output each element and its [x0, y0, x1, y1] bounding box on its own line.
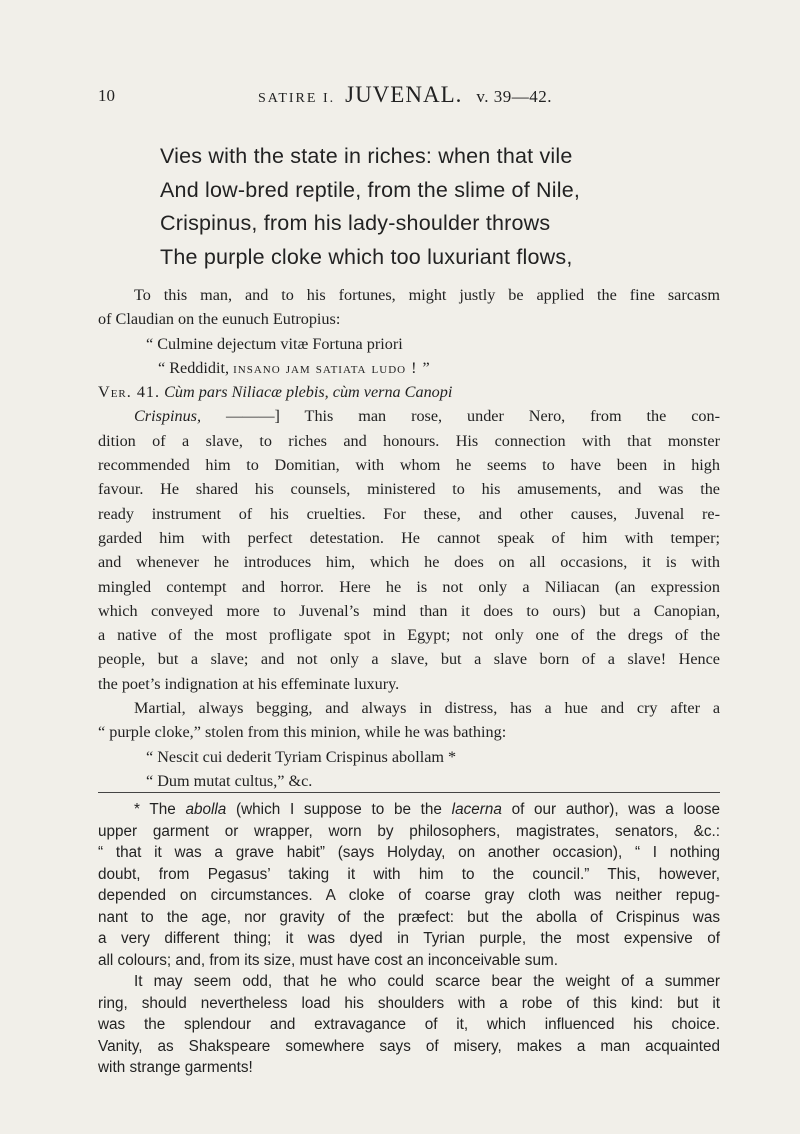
footnote	[98, 799, 720, 1079]
commentary-line: which conveyed more to Juvenal’s mind than it does to ours) but a Canopian,	[98, 601, 720, 620]
latin-quote-text: “ Culmine dejectum vitæ Fortuna priori	[146, 334, 403, 353]
commentary-line: people, but a slave; and not only a slave, but a slave born of a slave! Hence	[98, 650, 720, 669]
latin-quote-text: “ Reddidit,	[158, 358, 230, 377]
footnote-text: (which I suppose to be the	[236, 801, 442, 818]
author-name: JUVENAL.	[345, 82, 463, 107]
running-header	[98, 78, 718, 118]
footnote-line: depended on circumstances. A cloke of coarse gray cloth was neither repug-	[98, 887, 720, 904]
footnote-line: “ that it was a grave habit” (says Holyday, on another occasion), “ I nothing	[98, 844, 720, 861]
lemma-rest: ———] This man rose, under Nero, from the con-	[225, 407, 721, 426]
footnote-line: It may seem odd, that he who could scarce bear the weight of a summer	[134, 973, 720, 990]
commentary-line: To this man, and to his fortunes, might justly be applied the fine sarcasm	[134, 286, 720, 304]
verse-block	[160, 140, 680, 274]
verse-line: And low-bred reptile, from the slime of Nile,	[160, 177, 581, 202]
commentary-line: favour. He shared his counsels, ministered to his amusements, and was the	[98, 480, 720, 499]
footnote-line: with strange garments!	[98, 1059, 253, 1076]
latin-quote-line: “ Nescit cui dederit Tyriam Crispinus abollam *	[146, 747, 457, 766]
verse-line: The purple cloke which too luxuriant flows,	[160, 244, 573, 269]
footnote-term: abolla	[185, 801, 227, 818]
footnote-line: a very different thing; it was dyed in Tyrian purple, the most expensive of	[98, 930, 720, 947]
commentary-line: and whenever he introduces him, which he does on all occasions, it is with	[98, 553, 720, 572]
commentary-line: ready instrument of his cruelties. For these, and other causes, Juvenal re-	[98, 504, 720, 523]
footnote-line: doubt, from Pegasus’ taking it with him to the council.” This, however,	[98, 865, 720, 883]
footnote-text: of our author), was a loose	[511, 801, 721, 818]
lines-reference: v. 39—42.	[476, 87, 553, 106]
commentary-line: the poet’s indignation at his effeminate luxury.	[98, 674, 400, 693]
footnote-line: ring, should nevertheless load his shoulders with a robe of this kind: but it	[98, 994, 720, 1012]
latin-quote-line	[98, 332, 720, 356]
verse-reference-latin: Cùm pars Niliacæ plebis, cùm verna Canopi	[164, 383, 453, 402]
verse-reference-label: Ver. 41.	[98, 383, 161, 402]
verse-line: Vies with the state in riches: when that vile	[160, 144, 573, 168]
commentary-line	[98, 404, 720, 428]
commentary-line: recommended him to Domitian, with whom he seems to have been in high	[98, 456, 720, 475]
page-number: 10	[98, 86, 115, 105]
footnote-term: lacerna	[451, 801, 502, 818]
footnote-line: all colours; and, from its size, must have cost an inconceivable sum.	[98, 951, 558, 969]
commentary-line: Martial, always begging, and always in distress, has a hue and cry after a	[134, 699, 720, 718]
footnote-divider	[98, 792, 720, 793]
lemma-name: Crispinus,	[134, 407, 202, 426]
commentary-line: a native of the most profligate spot in Egypt; not only one of the dregs of the	[98, 626, 720, 645]
latin-quote-line	[98, 356, 720, 380]
verse-reference-line	[98, 380, 720, 404]
commentary-line: dition of a slave, to riches and honours. His connection with that monster	[98, 431, 720, 450]
footnote-marker: * The	[134, 801, 176, 818]
footnote-line: upper garment or wrapper, worn by philosophers, magistrates, senators, &c.:	[98, 822, 720, 840]
footnote-line: Vanity, as Shakspeare somewhere says of misery, makes a man acquainted	[98, 1037, 720, 1055]
commentary-line: garded him with perfect detestation. He cannot speak of him with temper;	[98, 528, 720, 547]
commentary	[98, 283, 720, 793]
commentary-line: of Claudian on the eunuch Eutropius:	[98, 310, 341, 329]
satire-label: SATIRE I.	[258, 91, 336, 106]
footnote-line: was the splendour and extravagance of it, which influenced his choice.	[98, 1016, 720, 1033]
commentary-line: mingled contempt and horror. Here he is not only a Niliacan (an expression	[98, 577, 720, 596]
footnote-line: nant to the age, nor gravity of the præfect: but the abolla of Crispinus was	[98, 908, 720, 926]
verse-line: Crispinus, from his lady-shoulder throws	[160, 211, 551, 235]
latin-quote-smallcaps: insano jam satiata ludo ! ”	[233, 358, 431, 377]
latin-quote-line: “ Dum mutat cultus,” &c.	[146, 771, 313, 790]
footnote-line	[98, 799, 720, 821]
running-title	[258, 82, 552, 108]
commentary-line: “ purple cloke,” stolen from this minion, while he was bathing:	[98, 723, 507, 742]
